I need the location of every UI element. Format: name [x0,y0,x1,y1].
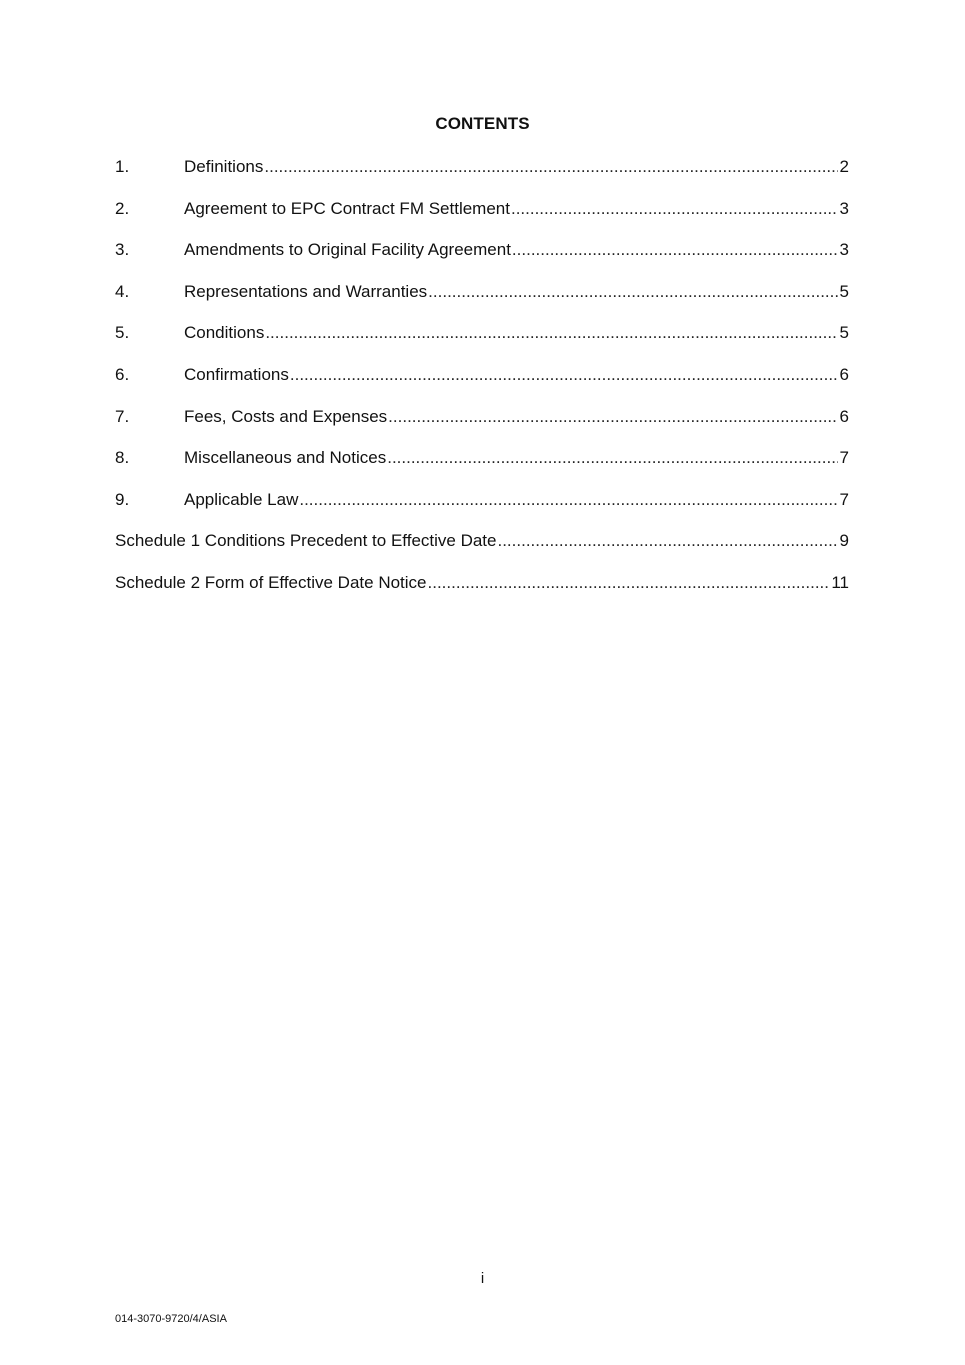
toc-entry-title: Confirmations [184,364,289,384]
toc-entry[interactable] [115,406,849,448]
footer-reference: 014-3070-9720/4/ASIA [115,1313,227,1325]
toc-entry-number: 2. [115,198,130,218]
toc-entry-number: 7. [115,406,130,426]
toc-entry-number: 4. [115,281,130,301]
toc-entry-number: 1. [115,157,130,176]
toc-entry-page: 7 [839,448,849,468]
toc-entry[interactable] [115,198,849,240]
toc-entry-page: 5 [839,323,849,343]
toc-entry-page: 6 [839,406,849,426]
toc-entry[interactable] [115,281,849,323]
toc-entry-number: 3. [115,240,130,260]
toc-schedule-title: Schedule 1 Conditions Precedent to Effective Date [115,531,497,551]
page-title: CONTENTS [435,114,530,133]
toc-entry-page: 7 [839,489,849,509]
toc-entry[interactable] [115,364,849,406]
dot-leader [388,406,837,428]
toc-schedule-page: 9 [839,531,849,551]
toc-entry[interactable] [115,447,849,489]
dot-leader [428,572,830,594]
toc-schedule-entry[interactable] [115,530,849,572]
dot-leader [264,156,837,178]
toc-entry[interactable] [115,239,849,281]
dot-leader [265,322,837,344]
dot-leader [511,198,838,220]
toc-entry[interactable] [115,322,849,364]
toc-schedule-title: Schedule 2 Form of Effective Date Notice [115,572,427,592]
dot-leader [290,364,838,386]
dot-leader [512,239,838,261]
table-of-contents [115,156,849,614]
dot-leader [428,281,837,303]
toc-entry-title: Miscellaneous and Notices [184,448,387,468]
toc-schedule-entry[interactable] [115,572,849,614]
toc-entry-number: 8. [115,448,130,468]
toc-entry-title: Definitions [184,157,264,176]
toc-entry-title: Amendments to Original Facility Agreement [184,240,511,260]
toc-entry-title: Conditions [184,323,265,343]
toc-entry-page: 3 [839,198,849,218]
toc-entry-number: 6. [115,364,130,384]
toc-schedule-page: 11 [831,572,849,592]
page-number: i [480,1270,485,1287]
toc-entry-title: Representations and Warranties [184,281,428,301]
toc-entry-title: Fees, Costs and Expenses [184,406,388,426]
toc-entry[interactable] [115,156,849,198]
toc-entry-number: 5. [115,323,130,343]
toc-entry-page: 3 [839,240,849,260]
toc-entry-page: 2 [839,157,849,176]
dot-leader [497,530,837,552]
toc-entry-title: Agreement to EPC Contract FM Settlement [184,198,510,218]
toc-entry-page: 5 [839,281,849,301]
toc-entry-number: 9. [115,489,130,509]
toc-entry-page: 6 [839,364,849,384]
dot-leader [387,447,837,469]
dot-leader [299,489,837,511]
toc-entry-title: Applicable Law [184,489,299,509]
toc-entry[interactable] [115,489,849,531]
